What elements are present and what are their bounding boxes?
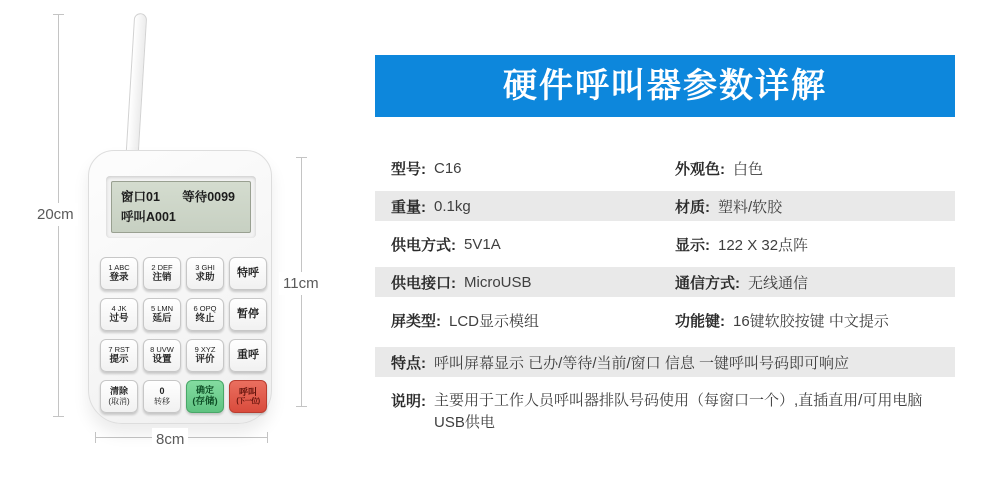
key-8-settings: 8 UVW 设置 (143, 339, 181, 372)
spec-value: C16 (434, 159, 462, 177)
key-0-transfer: 0 转移 (143, 380, 181, 413)
spec-label: 外观色: (675, 160, 725, 178)
spec-label: 通信方式: (675, 274, 740, 292)
spec-row-features (375, 347, 955, 377)
spec-label: 重量: (391, 198, 426, 216)
spec-value: 5V1A (464, 235, 501, 253)
spec-label: 特点: (391, 354, 426, 372)
spec-value: LCD显示模组 (449, 312, 540, 330)
spec-label: 功能键: (675, 312, 725, 330)
spec-label: 显示: (675, 236, 710, 254)
spec-row-screen (375, 305, 955, 335)
dimension-tick (95, 432, 96, 443)
spec-label: 供电接口: (391, 274, 456, 292)
key-5-postpone: 5 LMN 延后 (143, 298, 181, 331)
spec-label: 材质: (675, 198, 710, 216)
key-1-login: 1 ABC 登录 (100, 257, 138, 290)
spec-row-power (375, 229, 955, 259)
dimension-tick (267, 432, 268, 443)
spec-label: 供电方式: (391, 236, 456, 254)
note-line-2: USB供电 (434, 413, 495, 431)
spec-value: 0.1kg (434, 197, 471, 215)
spec-title: 硬件呼叫器参数详解 (375, 55, 955, 117)
dimension-label-body-height: 11cm (279, 272, 323, 295)
spec-value (434, 390, 922, 434)
dimension-tick (296, 157, 307, 158)
keypad (100, 257, 267, 413)
key-9-rate: 9 XYZ 评价 (186, 339, 224, 372)
spec-value: 呼叫屏幕显示 已办/等待/当前/窗口 信息 一键呼叫号码即可响应 (434, 354, 850, 372)
spec-value: 无线通信 (748, 274, 809, 292)
key-3-help: 3 GHI 求助 (186, 257, 224, 290)
caller-device (88, 150, 272, 424)
lcd-waiting-count: 等待0099 (182, 190, 235, 204)
key-4-skip: 4 JK 过号 (100, 298, 138, 331)
dimension-tick (296, 406, 307, 407)
spec-value: 塑料/软胶 (718, 198, 783, 216)
spec-value: 白色 (733, 160, 764, 178)
dimension-tick (53, 416, 64, 417)
dimension-label-body-width: 8cm (152, 428, 188, 451)
key-6-stop: 6 OPQ 终止 (186, 298, 224, 331)
lcd-screen (111, 181, 251, 233)
key-clear-cancel: 清除 (取消) (100, 380, 138, 413)
spec-value: 122 X 32点阵 (718, 236, 809, 254)
lcd-calling-number: 呼叫A001 (121, 210, 176, 224)
key-special-call: 特呼 (229, 257, 267, 290)
spec-row-notes (375, 387, 955, 437)
antenna (125, 13, 147, 166)
spec-value: 16键软胶按键 中文提示 (733, 312, 889, 330)
lcd-frame (106, 176, 256, 238)
spec-row-port (375, 267, 955, 297)
key-7-prompt: 7 RST 提示 (100, 339, 138, 372)
spec-label: 说明: (391, 393, 426, 410)
spec-row-weight (375, 191, 955, 221)
key-recall: 重呼 (229, 339, 267, 372)
dimension-tick (53, 14, 64, 15)
spec-label: 屏类型: (391, 312, 441, 330)
key-call-next: 呼叫 (下一位) (229, 380, 267, 413)
key-confirm-store: 确定 (存储) (186, 380, 224, 413)
lcd-window-number: 窗口01 (121, 190, 160, 204)
spec-row-model (375, 153, 955, 183)
dimension-label-total-height: 20cm (33, 203, 78, 226)
spec-label: 型号: (391, 160, 426, 178)
spec-table (375, 117, 955, 437)
note-line-1: 主要用于工作人员呼叫器排队号码使用（每窗口一个）,直插直用/可用电脑 (434, 392, 923, 409)
spec-value: MicroUSB (464, 273, 532, 291)
key-pause: 暂停 (229, 298, 267, 331)
key-2-logout: 2 DEF 注销 (143, 257, 181, 290)
